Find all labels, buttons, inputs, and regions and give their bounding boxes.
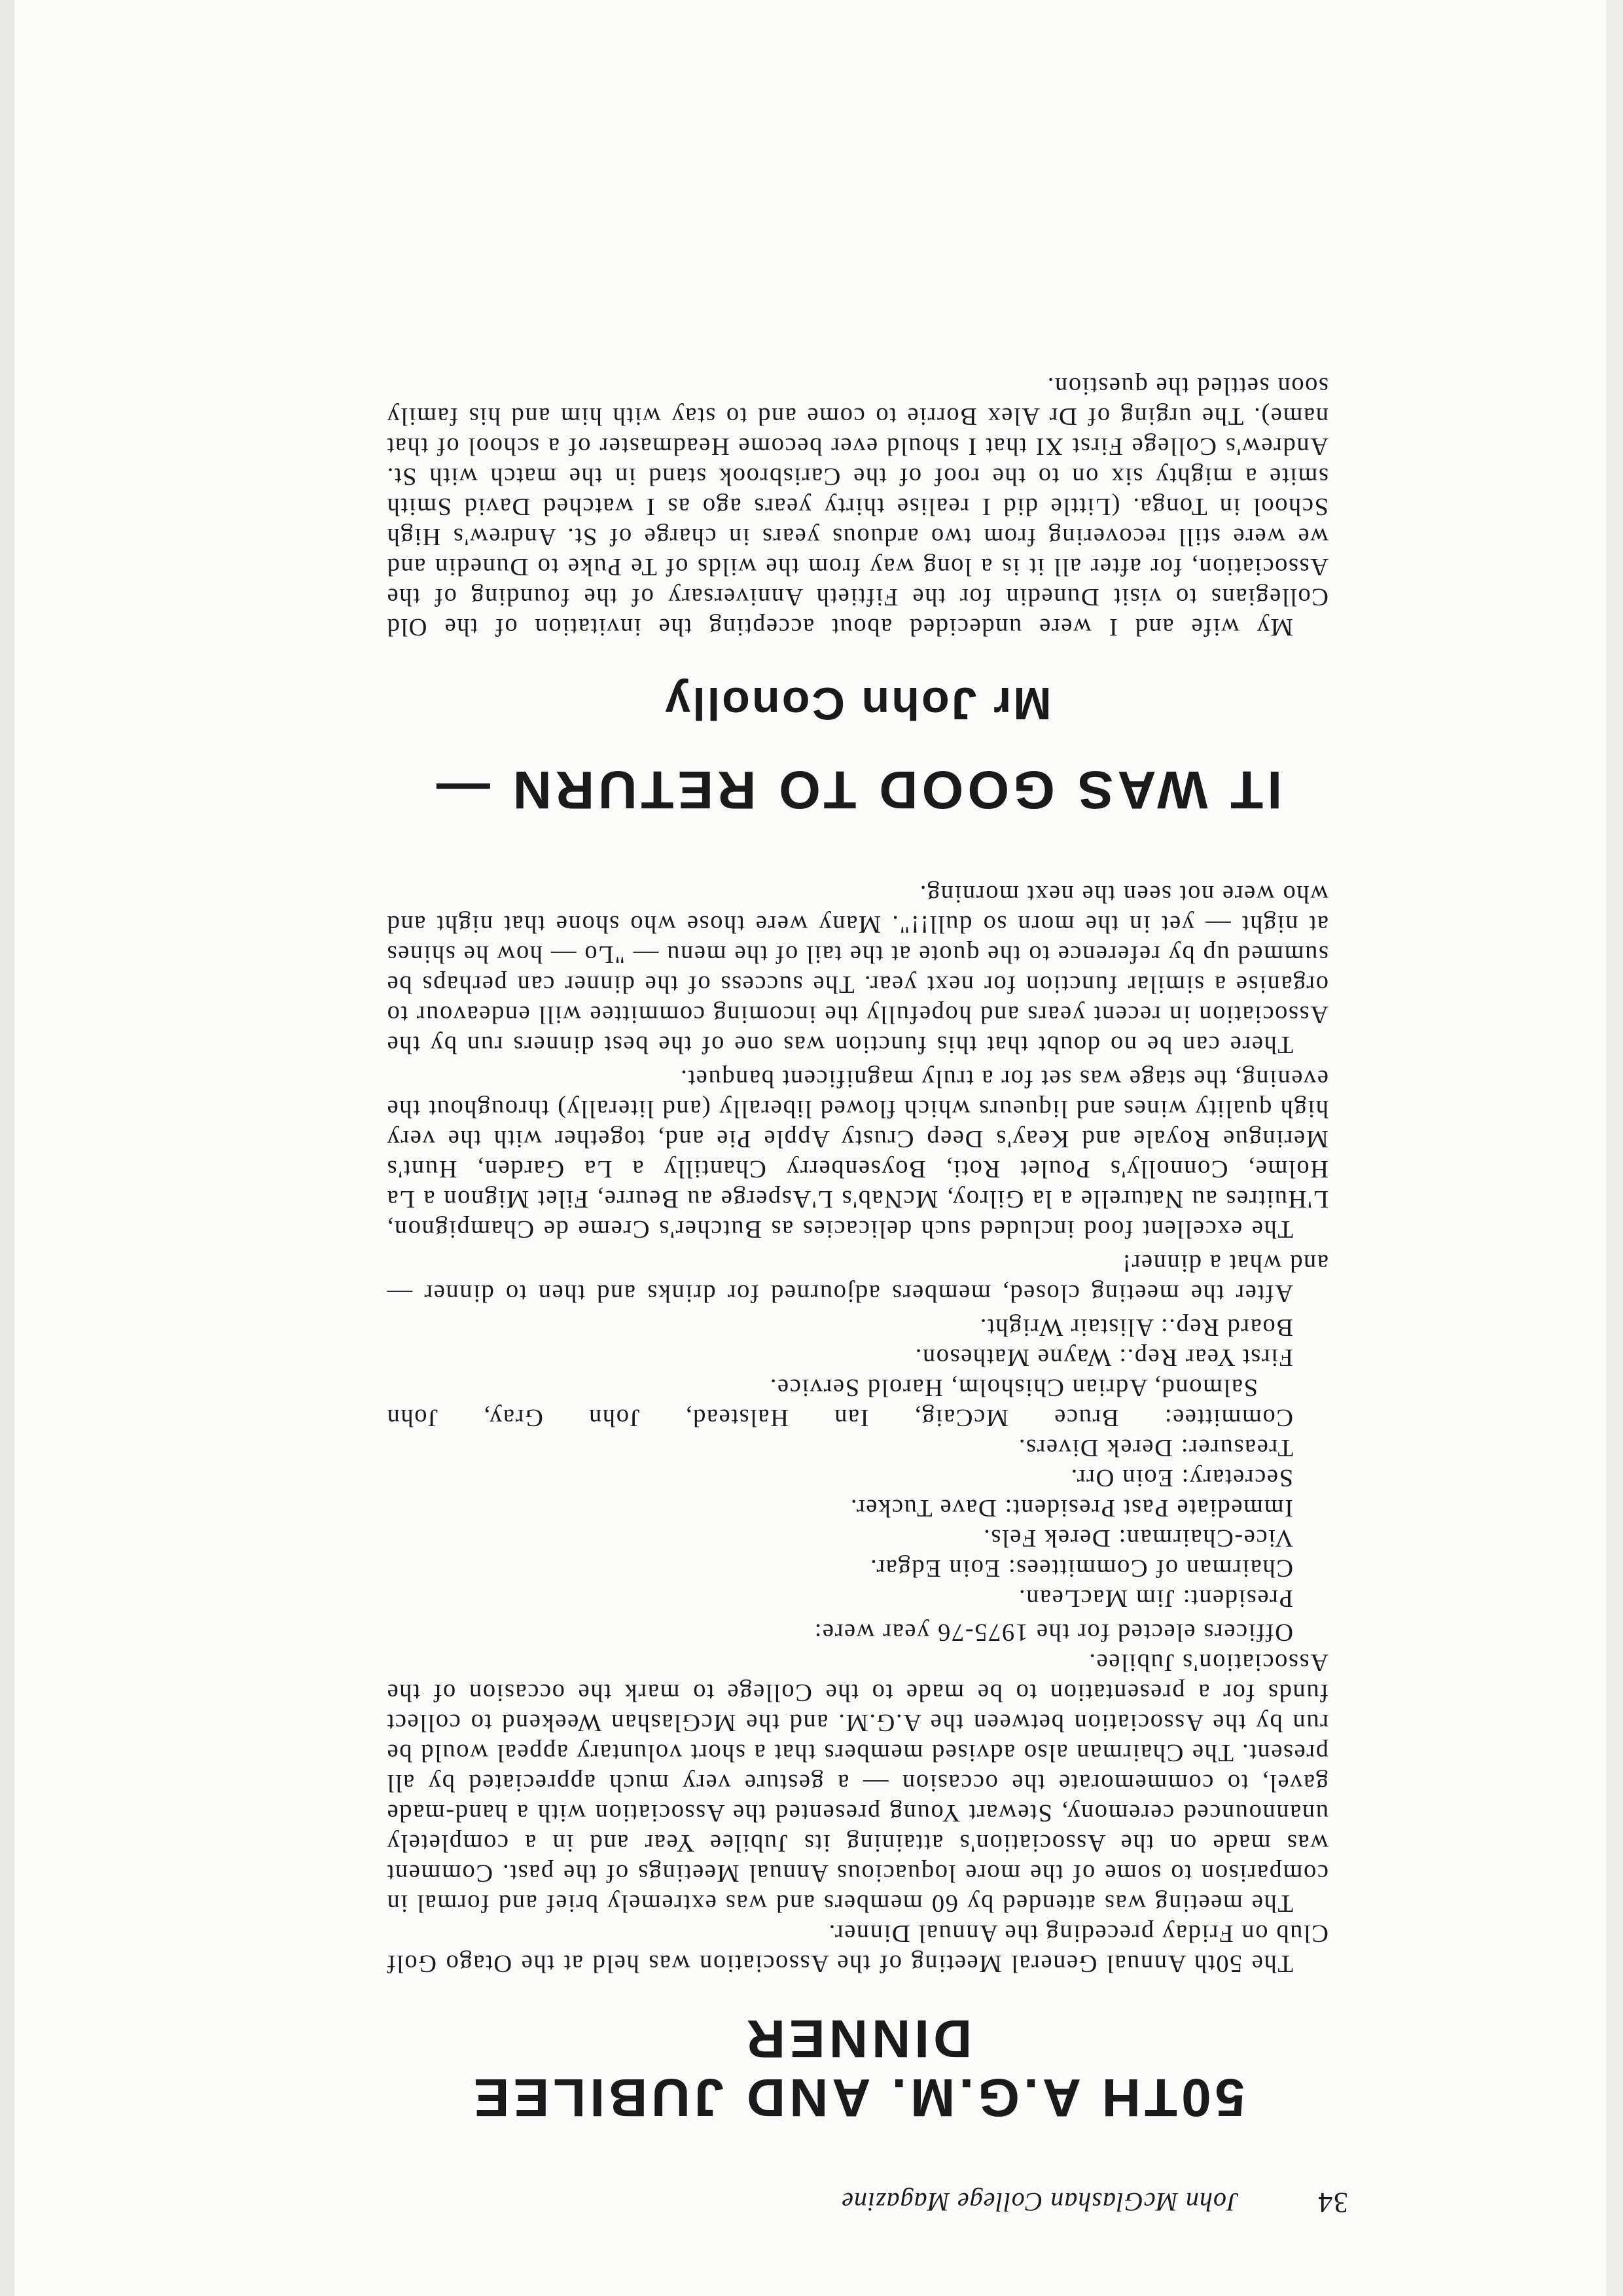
officer-line: Vice-Chairman: Derek Fels. — [982, 1524, 1293, 1552]
officer-line: Board Rep.: Alistair Wright. — [979, 1314, 1293, 1341]
officer-line: Committee: Bruce McCaig, Ian Halstead, John Gray, John — [386, 1404, 1293, 1431]
text-column — [386, 371, 1348, 2219]
officers-list — [386, 1312, 1293, 1613]
officer-line: First Year Rep.: Wayne Matheson. — [914, 1344, 1293, 1371]
magazine-name: John McGlashan College Magazine — [841, 2187, 1239, 2217]
running-head — [386, 2187, 1348, 2219]
officer-line: Immediate Past President: Dave Tucker. — [849, 1494, 1293, 1522]
officer-line: Chairman of Committees: Eoin Edgar. — [869, 1554, 1293, 1582]
officer-line: Secretary: Eoin Orr. — [1070, 1464, 1293, 1492]
officer-line: President: Jim MacLean. — [1018, 1585, 1293, 1612]
paragraph: The excellent food included such delicacies as Butcher's Creme de Champignon, L'Huitres au Naturelle a la Gilroy, McNab's L'Asperge au Beurre, Filet Mignon a La Holme, Connolly's Poulet Roti, Boysenberry Chantilly a La Garden, Hunt's Meringue Royale and Keay's Deep Crusty Apple Pie and, together with the very high quality wines and liqueurs which flowed liberally (and literally) throughout the evening, the stage was set for a truly magnificent banquet. — [386, 1065, 1329, 1243]
officer-line: Treasurer: Derek Divers. — [1018, 1434, 1293, 1462]
paragraph: The 50th Annual General Meeting of the Association was held at the Otago Golf Club on Friday preceding the Annual Dinner. — [386, 1920, 1329, 1977]
article-title-return: IT WAS GOOD TO RETURN — — [432, 760, 1283, 819]
paragraph: My wife and I were undecided about accepting the invitation of the Old Collegians to visit Dunedin for the Fiftieth Anniversary of the founding of the Association, for after all it is a long way from the wilds of Te Puke to Dunedin and we were still recovering from two arduous years in charge of St. Andrew's High School in Tonga. (Little did I realise thirty years ago as I watched David Smith smite a mighty six on to the roof of the Carisbrook stand in the match with St. Andrew's College First XI that I should ever become Headmaster of a school of that name). The urging of Dr Alex Borrie to come and to stay with him and his family soon settled the question. — [386, 372, 1329, 641]
officer-line: Salmond, Adrian Chisholm, Harold Service. — [769, 1374, 1258, 1401]
paragraph: Officers elected for the 1975-76 year were: — [813, 1619, 1293, 1646]
paragraph: The meeting was attended by 60 members and was extremely brief and formal in comparison to some of the more loquacious Annual Meetings of the past. Comment was made on the Association's attaining its Jubilee Year and in a completely unannounced ceremony, Stewart Young presented the Association with a hand-made gavel, to commemorate the occasion — a gesture very much appreciated by all present. The Chairman also advised members that a short voluntary appeal would be run by the Association between the A.G.M. and the McGlashan Weekend to collect funds for a presentation to be made to the College to mark the occasion of the Association's Jubilee. — [386, 1649, 1329, 1917]
page-number: 34 — [1317, 2187, 1348, 2219]
paragraph: There can be no doubt that this function was one of the best dinners run by the Association in recent years and hopefully the incoming committee will endeavour to organise a similar function for next year. The success of the dinner can perhaps be summed up by reference to the quote at the tail of the menu — "Lo — how he shines at night — yet in the morn so dull!!". Many were those who shone that night and who were not seen the next morning. — [386, 880, 1329, 1058]
byline: Mr John Conolly — [663, 678, 1052, 729]
article-title-agm: 50TH A.G.M. AND JUBILEE DINNER — [469, 2009, 1245, 2127]
paragraph: After the meeting closed, members adjourned for drinks and then to dinner — and what a dinner! — [386, 1249, 1329, 1307]
